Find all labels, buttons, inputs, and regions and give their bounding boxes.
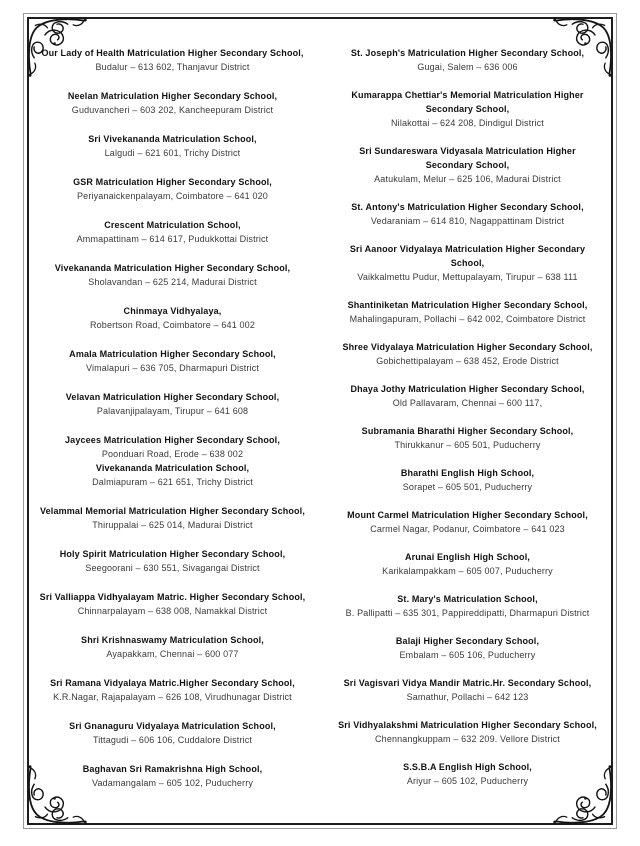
- school-address-line: Mahalingapuram, Pollachi – 642 002, Coimbatore District: [349, 314, 586, 324]
- school-entry: [351, 88, 583, 130]
- school-name-line: S.S.B.A English High School,: [403, 762, 532, 772]
- school-name-line: St. Mary's Matriculation School,: [397, 594, 538, 604]
- school-address-line: Lalgudi – 621 601, Trichy District: [104, 148, 241, 158]
- school-name-line: Balaji Higher Secondary School,: [395, 636, 540, 646]
- school-name-line: Subramania Bharathi Higher Secondary School,: [361, 426, 574, 436]
- school-name-line: Vivekananda Matriculation School,: [95, 463, 250, 473]
- school-entry: [351, 46, 584, 74]
- school-name-line: Dhaya Jothy Matriculation Higher Secondary School,: [350, 384, 585, 394]
- school-entry: [401, 466, 534, 494]
- school-name-line: School,: [450, 258, 485, 268]
- school-address-line: Sholavandan – 625 214, Madurai District: [88, 277, 257, 287]
- school-address-line: Ariyur – 605 102, Puducherry: [406, 776, 529, 786]
- school-address-line: Ayapakkam, Chennai – 600 077: [106, 649, 239, 659]
- school-name-line: Kumarappa Chettiar's Memorial Matriculation Higher: [351, 90, 584, 100]
- school-entry: [90, 304, 255, 332]
- school-address-line: Chennangkuppam – 632 209. Vellore District: [375, 734, 560, 744]
- school-name-line: St. Joseph's Matriculation Higher Secondary School,: [350, 48, 585, 58]
- school-name-line: Shree Vidyalaya Matriculation Higher Secondary School,: [342, 342, 593, 352]
- school-address-line: Vimalapuri – 636 705, Dharmapuri District: [85, 363, 260, 373]
- school-address-line: Samathur, Pollachi – 642 123: [406, 692, 529, 702]
- school-name-line: Neelan Matriculation Higher Secondary School,: [67, 91, 278, 101]
- school-address-line: Gobichettipalayam – 638 452, Erode District: [376, 356, 559, 366]
- column-right: [325, 46, 610, 816]
- school-entry: [88, 132, 256, 160]
- school-name-line: Bharathi English High School,: [400, 468, 535, 478]
- school-entry: [66, 390, 279, 418]
- school-name-line: Holy Spirit Matriculation Higher Secondary School,: [59, 549, 286, 559]
- school-address-line: Ammapattinam – 614 617, Pudukkottai District: [76, 234, 269, 244]
- school-address-line: Seegoorani – 630 551, Sivagangai District: [85, 563, 260, 573]
- school-entry: [68, 89, 277, 117]
- school-name-line: Shantiniketan Matriculation Higher Secondary School,: [347, 300, 588, 310]
- school-entry: [348, 298, 588, 326]
- school-name-line: Vivekananda Matriculation Higher Secondary School,: [54, 263, 291, 273]
- school-entry: [41, 46, 303, 74]
- school-address-line: K.R.Nagar, Rajapalayam – 626 108, Virudhunagar District: [53, 692, 292, 702]
- school-address-line: B. Pallipatti – 635 301, Pappireddipatti, Dharmapuri District: [345, 608, 590, 618]
- school-name-line: Arunai English High School,: [404, 552, 531, 562]
- school-name-line: Sri Vivekananda Matriculation School,: [88, 134, 257, 144]
- school-address-line: Old Pallavaram, Chennai – 600 117,: [392, 398, 543, 408]
- school-entry: [40, 504, 305, 532]
- school-entry: [351, 200, 584, 228]
- school-name-line: Sri Ramana Vidyalaya Matric.Higher Secondary School,: [50, 678, 295, 688]
- school-name-line: Velammal Memorial Matriculation Higher Secondary School,: [40, 506, 305, 516]
- school-entry: [396, 634, 539, 662]
- school-address-line: Dalmiapuram – 621 651, Trichy District: [92, 477, 253, 487]
- column-left: [30, 46, 315, 816]
- school-name-line: Baghavan Sri Ramakrishna High School,: [82, 764, 263, 774]
- school-name-line: Shri Krishnaswamy Matriculation School,: [81, 635, 264, 645]
- school-name-line: Amala Matriculation Higher Secondary School,: [69, 349, 276, 359]
- school-entry: [81, 633, 264, 661]
- school-entry: [338, 718, 597, 746]
- school-name-line: Our Lady of Health Matriculation Higher Secondary School,: [41, 48, 304, 58]
- school-address-line: Poonduari Road, Erode – 638 002: [101, 449, 244, 459]
- school-entry: [350, 382, 584, 410]
- school-name-line: Secondary School,: [425, 104, 510, 114]
- school-name-line: Sri Vagisvari Vidya Mandir Matric.Hr. Secondary School,: [343, 678, 592, 688]
- school-name-line: Chinmaya Vidhyalaya,: [123, 306, 222, 316]
- school-name-line: Crescent Matriculation School,: [104, 220, 241, 230]
- school-entry: [359, 144, 575, 186]
- school-address-line: Palavanjipalayam, Tirupur – 641 608: [96, 406, 249, 416]
- school-name-line: Jaycees Matriculation Higher Secondary School,: [65, 435, 280, 445]
- school-entry: [403, 760, 532, 788]
- school-name-line: Mount Carmel Matriculation Higher Secondary School,: [347, 510, 588, 520]
- school-directory-content: [30, 46, 610, 816]
- school-address-line: Thirukkanur – 605 501, Puducherry: [394, 440, 541, 450]
- school-address-line: Budalur – 613 602, Thanjavur District: [95, 62, 250, 72]
- school-address-line: Nilakottai – 624 208, Dindigul District: [391, 118, 544, 128]
- school-entry: [83, 762, 263, 790]
- school-entry: [65, 433, 280, 489]
- school-entry: [40, 590, 306, 618]
- school-name-line: Velavan Matriculation Higher Secondary School,: [65, 392, 280, 402]
- school-entry: [55, 261, 290, 289]
- school-entry: [342, 340, 592, 368]
- school-address-line: Sorapet – 605 501, Puducherry: [402, 482, 533, 492]
- school-name-line: GSR Matriculation Higher Secondary School,: [73, 177, 272, 187]
- school-name-line: Secondary School,: [425, 160, 510, 170]
- school-name-line: Sri Vidhyalakshmi Matriculation Higher Secondary School,: [338, 720, 597, 730]
- school-entry: [50, 676, 295, 704]
- school-entry: [362, 424, 574, 452]
- school-entry: [382, 550, 553, 578]
- school-address-line: Robertson Road, Coimbatore – 641 002: [89, 320, 255, 330]
- school-address-line: Vedaraniam – 614 810, Nagappattinam District: [370, 216, 565, 226]
- school-address-line: Aatukulam, Melur – 625 106, Madurai District: [374, 174, 561, 184]
- school-address-line: Vadamangalam – 605 102, Puducherry: [91, 778, 254, 788]
- school-address-line: Embalam – 605 106, Puducherry: [399, 650, 536, 660]
- school-name-line: Sri Sundareswara Vidyasala Matriculation Higher: [359, 146, 576, 156]
- school-entry: [344, 676, 592, 704]
- school-entry: [350, 242, 585, 284]
- school-entry: [347, 508, 588, 536]
- school-address-line: Guduvancheri – 603 202, Kancheepuram District: [71, 105, 274, 115]
- school-address-line: Periyanaickenpalayam, Coimbatore – 641 020: [77, 191, 268, 201]
- school-address-line: Carmel Nagar, Podanur, Coimbatore – 641 023: [370, 524, 565, 534]
- school-entry: [60, 547, 286, 575]
- school-name-line: Sri Valliappa Vidhyalayam Matric. Higher Secondary School,: [39, 592, 306, 602]
- school-entry: [73, 175, 272, 203]
- school-address-line: Chinnarpalayam – 638 008, Namakkal District: [77, 606, 268, 616]
- school-entry: [346, 592, 590, 620]
- school-address-line: Vaikkalmettu Pudur, Mettupalayam, Tirupur – 638 111: [357, 272, 578, 282]
- school-name-line: St. Antony's Matriculation Higher Secondary School,: [351, 202, 584, 212]
- school-entry: [69, 347, 276, 375]
- school-name-line: Sri Aanoor Vidyalaya Matriculation Higher Secondary: [349, 244, 586, 254]
- school-entry: [77, 218, 269, 246]
- school-name-line: Sri Gnanaguru Vidyalaya Matriculation School,: [69, 721, 276, 731]
- school-entry: [69, 719, 276, 747]
- school-address-line: Thiruppalai – 625 014, Madurai District: [92, 520, 253, 530]
- school-address-line: Gugai, Salem – 636 006: [417, 62, 518, 72]
- school-address-line: Karikalampakkam – 605 007, Puducherry: [382, 566, 553, 576]
- school-address-line: Tittagudi – 606 106, Cuddalore District: [92, 735, 253, 745]
